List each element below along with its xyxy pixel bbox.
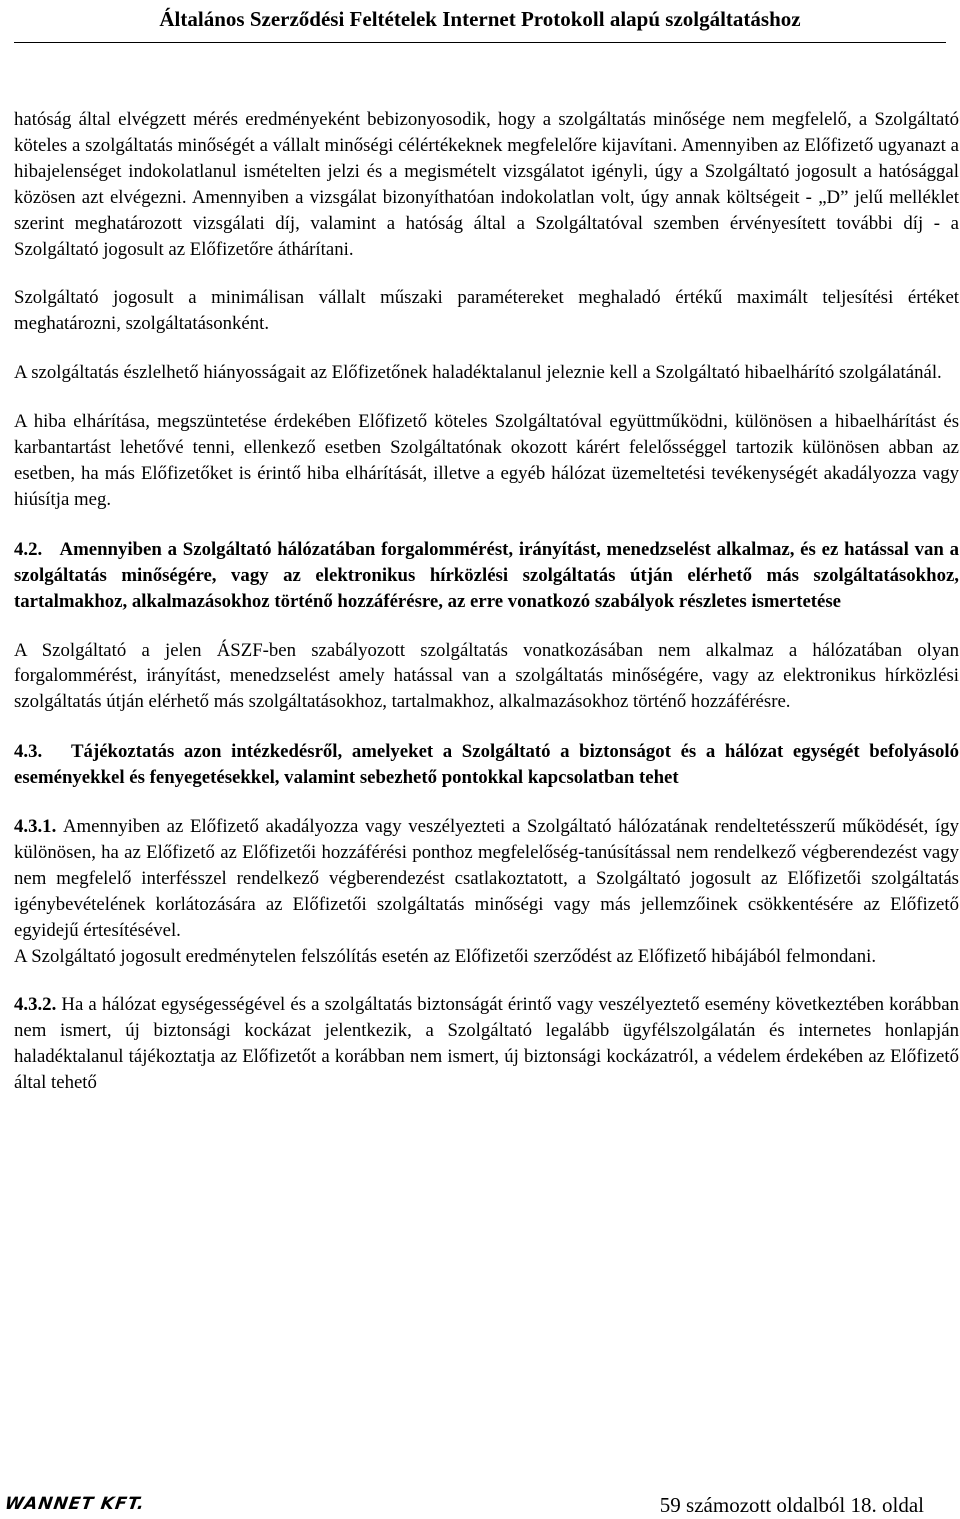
paragraph-max-performance: Szolgáltató jogosult a minimálisan vállalt műszaki paramétereket meghaladó értékű maximált teljesítési értéket meghatározni, szolgáltatásonként. bbox=[14, 287, 959, 335]
company-logo: WANNET KFT. bbox=[3, 1494, 147, 1514]
section-heading-text: Tájékoztatás azon intézkedésről, amelyeket a Szolgáltató a biztonságot és a hálózat egységét befolyásoló eseményekkel és fenyegetésekkel, valamint sebezhető pontokkal kapcsolatban tehet bbox=[14, 741, 959, 789]
section-number: 4.3.2. bbox=[14, 994, 57, 1016]
section-body-text: Amennyiben az Előfizető akadályozza vagy veszélyezteti a Szolgáltató hálózatának rendeltetésszerű működését, így különösen, ha az Előfizető az Előfizetői hozzáférési ponthoz megfelelőség-tanúsítással nem rendelkező végberendezést vagy nem megfelelő interfésszel rendelkező végberendezést csatlakoztatott, a Szolgáltató jogosult az Előfizetői szolgáltatás igénybevételének korlátozására az Előfizetői szolgáltatás minőségi vagy más jellemzőinek csökkentésére az Előfizető egyidejű értesítésével. bbox=[14, 816, 959, 941]
section-number: 4.3.1. bbox=[14, 816, 57, 838]
section-4-2-heading bbox=[14, 537, 959, 615]
page-number: 59 számozott oldalból 18. oldal bbox=[659, 1493, 924, 1517]
document-header-title: Általános Szerződési Feltételek Internet Protokoll alapú szolgáltatáshoz bbox=[159, 7, 801, 31]
paragraph-measurement: hatóság által elvégzett mérés eredményeként bebizonyosodik, hogy a szolgáltatás minősége nem megfelelő, a Szolgáltató köteles a szolgáltatás minőségét a vállalt minőségi célértékeknek megfelelőre kijavítani. Amennyiben az Előfizető ugyanazt a hibajelenséget indokolatlanul ismételten jelzi és a megismételt vizsgálatot igényli, úgy a Szolgáltató jogosult a hatósággal közösen azt elvégezni. Amennyiben a vizsgálat bizonyíthatóan indokolatlan volt, úgy annak költségeit - „D” jelű melléklet szerint meghatározott vizsgálati díj, valamint a hatóság által a Szolgáltatóval szemben érvényesített további díj - a Szolgáltató jogosult az Előfizetőre áthárítani. bbox=[14, 109, 959, 260]
section-body-text: Ha a hálózat egységességével és a szolgáltatás biztonságát érintő vagy veszélyeztető esemény következtében korábban nem ismert, új biztonsági kockázat jelentkezik, a Szolgáltató legalább ügyfélszolgálatán és internetes honlapján haladéktalanul tájékoztatja az Előfizetőt a korábban nem ismert, új biztonsági kockázatról, a védelem érdekében az Előfizető által tehető bbox=[14, 994, 959, 1094]
section-4-3-2-body bbox=[14, 992, 959, 1096]
section-4-3-1-body bbox=[14, 814, 959, 944]
paragraph-report-defects: A szolgáltatás észlelhető hiányosságait az Előfizetőnek haladéktalanul jeleznie kell a Szolgáltató hibaelhárító szolgálatánál. bbox=[14, 362, 942, 384]
section-heading-text: Amennyiben a Szolgáltató hálózatában forgalommérést, irányítást, menedzselést alkalmaz, és ez hatással van a szolgáltatás minőségére, vagy az elektronikus hírközlési szolgáltatás útján elérhető más szolgáltatásokhoz, tartalmakhoz, alkalmazásokhoz történő hozzáférésre, az erre vonatkozó szabályok részletes ismertetése bbox=[14, 538, 959, 612]
section-4-2-body: A Szolgáltató a jelen ÁSZF-ben szabályozott szolgáltatás vonatkozásában nem alkalmaz a hálózatában olyan forgalommérést, irányítást, menedzselést amely hatással van a szolgáltatás minőségére, vagy az elektronikus hírközlési szolgáltatás útján elérhető más szolgáltatásokhoz, tartalmakhoz, alkalmazásokhoz történő hozzáférésre. bbox=[14, 639, 959, 713]
section-4-3-1-termination: A Szolgáltató jogosult eredménytelen felszólítás esetén az Előfizetői szerződést az Előfizető hibájából felmondani. bbox=[14, 945, 877, 967]
section-number: 4.3. bbox=[14, 741, 43, 763]
header-divider bbox=[14, 42, 946, 43]
document-body bbox=[14, 107, 959, 1096]
section-4-3-heading bbox=[14, 739, 959, 791]
paragraph-cooperation: A hiba elhárítása, megszüntetése érdekében Előfizető köteles Szolgáltatóval együttműködni, különösen a hibaelhárítást és karbantartást lehetővé tenni, ellenkező esetben Szolgáltatónak okozott kárért felelősséggel tartozik különösen abban az esetben, ha más Előfizetőket is érintő hiba elhárítását, illetve a egyéb hálózat üzemeltetési tevékenységét akadályozza vagy hiúsítja meg. bbox=[14, 411, 959, 510]
section-number: 4.2. bbox=[14, 538, 43, 560]
